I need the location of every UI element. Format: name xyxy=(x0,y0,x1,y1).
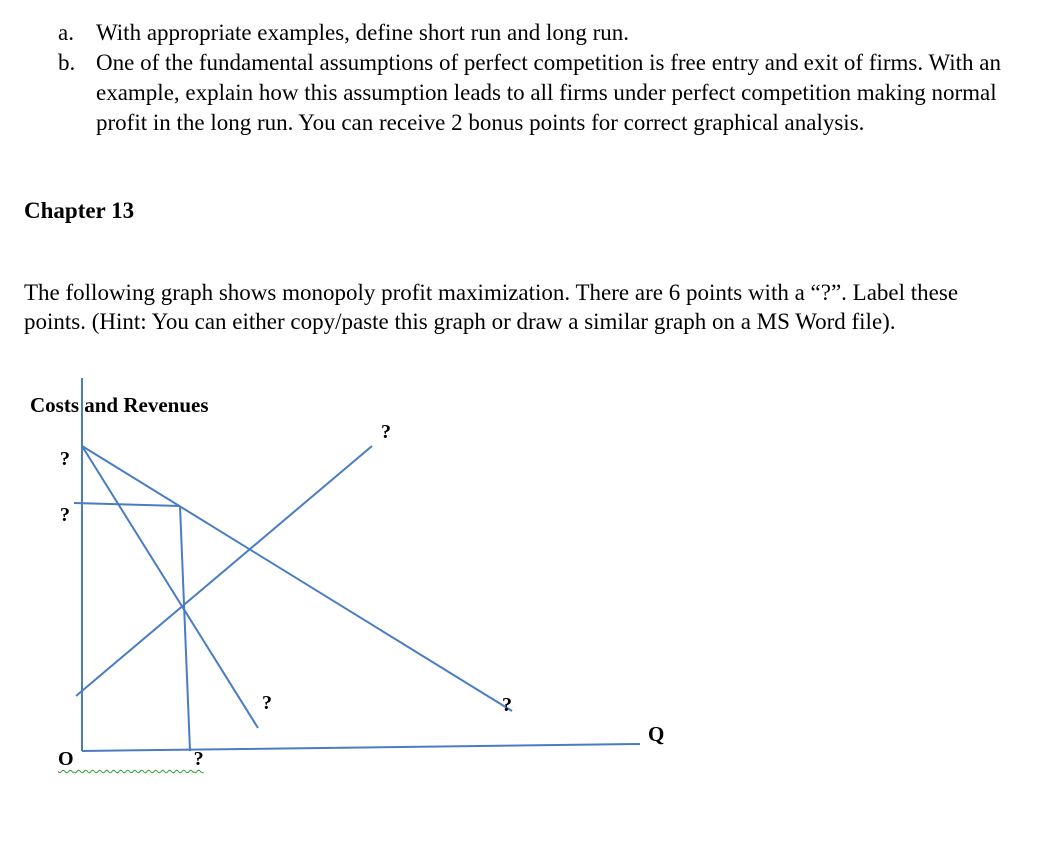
question-b xyxy=(58,48,1018,138)
chapter-heading: Chapter 13 xyxy=(24,198,135,223)
unknown-label-intercept: ? xyxy=(60,448,70,470)
question-marker: a. xyxy=(58,20,74,45)
unknown-label-mc: ? xyxy=(381,421,391,443)
demand-curve xyxy=(82,446,512,711)
question-list xyxy=(58,18,1018,138)
question-marker: b. xyxy=(58,50,76,75)
x-axis-baseline-labels xyxy=(58,748,204,770)
y-axis-label: Costs and Revenues xyxy=(30,393,209,417)
unknown-label-quantity: ? xyxy=(193,748,204,770)
x-axis-label: Q xyxy=(648,722,665,746)
quantity-line xyxy=(180,506,190,751)
question-text: One of the fundamental assumptions of perfect competition is free entry and exit of firms. With an example, explain how this assumption leads to all firms under perfect competition making normal profit in the long run. You can receive 2 bonus points for correct graphical analysis. xyxy=(96,50,1001,135)
unknown-label-demand: ? xyxy=(502,694,512,716)
monopoly-graph xyxy=(0,378,1042,798)
marginal-revenue-curve xyxy=(82,446,258,728)
unknown-label-mr: ? xyxy=(262,692,272,714)
graph-prompt: The following graph shows monopoly profit maximization. There are 6 points with a “?”. Label these points. (Hint: You can either copy/paste this graph or draw a similar graph on a MS Word file). xyxy=(24,280,959,334)
marginal-cost-curve xyxy=(76,446,372,696)
graph-lines xyxy=(0,378,1042,798)
question-a xyxy=(58,18,1018,48)
question-text: With appropriate examples, define short run and long run. xyxy=(96,20,630,45)
unknown-label-price: ? xyxy=(60,504,70,526)
price-line xyxy=(74,503,180,506)
squiggle-spacer xyxy=(74,748,194,770)
origin-label: O xyxy=(58,748,74,770)
